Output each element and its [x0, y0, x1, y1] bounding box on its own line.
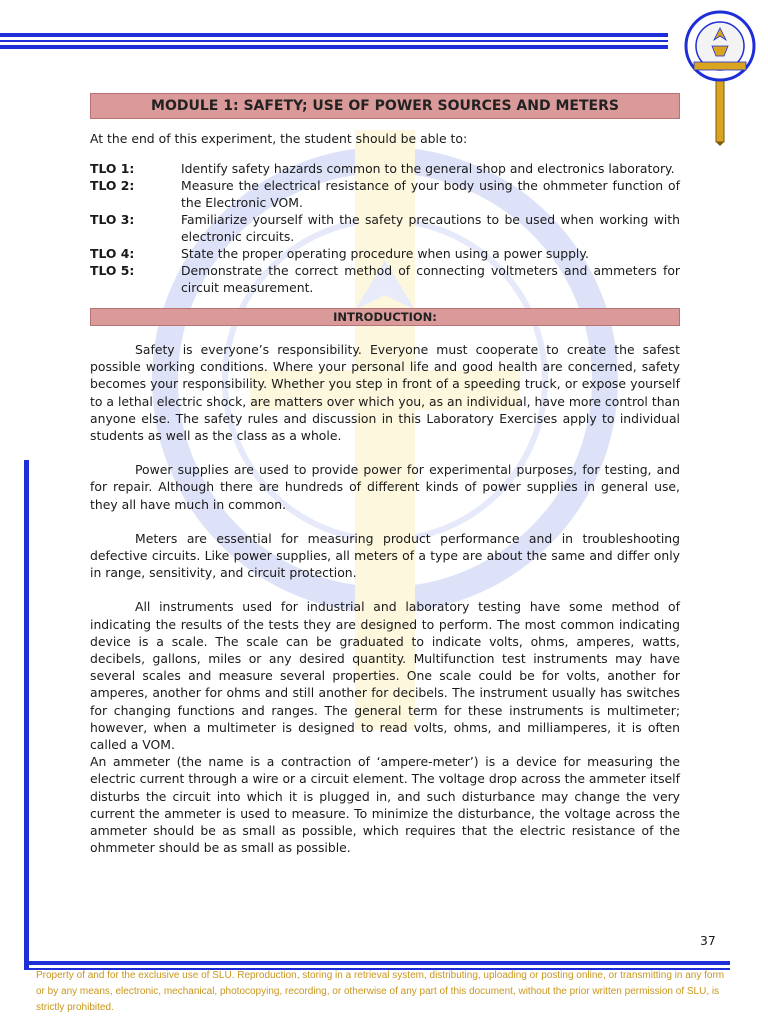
- tlo-text: Familiarize yourself with the safety precautions to be used when working with electronic circuits.: [181, 212, 680, 244]
- left-rule: [24, 460, 29, 968]
- tlo-code: TLO 1:: [90, 161, 135, 176]
- paragraph: Power supplies are used to provide power for experimental purposes, for testing, and for repair. Although there are hundreds of different kinds of power supplies in general use, they all have much in common.: [90, 462, 680, 512]
- tlo-code: TLO 2:: [90, 178, 135, 193]
- tlo-item: [90, 245, 680, 262]
- copyright-footer: Property of and for the exclusive use of SLU. Reproduction, storing in a retrieval system, distributing, uploading or posting online, or transmitting in any form or by any means, electronic, mechanical, photocopying, recording, or otherwise of any part of this document, without the prior written permission of SLU, is strictly prohibited.: [36, 970, 725, 1013]
- tlo-text: Demonstrate the correct method of connecting voltmeters and ammeters for circuit measurement.: [181, 263, 680, 295]
- tlo-item: [90, 211, 680, 245]
- tlo-item: [90, 177, 680, 211]
- header-rule: [0, 33, 668, 37]
- tlo-text: Measure the electrical resistance of your body using the ohmmeter function of the Electronic VOM.: [181, 178, 680, 210]
- tlo-code: TLO 5:: [90, 263, 135, 278]
- paragraph: An ammeter (the name is a contraction of ‘ampere-meter’) is a device for measuring the electric current through a wire or a circuit element. The voltage drop across the ammeter itself disturbs the circuit into which it is plugged in, and such disturbance may change the very current the ammeter is used to measure. To minimize the disturbance, the voltage across the ammeter should be as small as possible, which requires that the electric resistance of the ohmmeter should be as small as possible.: [90, 754, 680, 856]
- tlo-item: [90, 262, 680, 296]
- page-number: 37: [700, 933, 716, 948]
- module-title: MODULE 1: SAFETY; USE OF POWER SOURCES AND METERS: [90, 93, 680, 119]
- tlo-item: [90, 160, 680, 177]
- paragraph: All instruments used for industrial and laboratory testing have some method of indicating the results of the tests they are designed to perform. The most common indicating device is a scale. The scale can be graduated to indicate volts, ohms, amperes, watts, decibels, gallons, miles or any desired quantity. Multifunction test instruments may have several scales and measure several properties. One scale could be for volts, another for amperes, another for ohms and still another for decibels. The instrument usually has switches for changing functions and ranges. The general term for these instruments is multimeter; however, when a multimeter is designed to read volts, ohms, and milliamperes, it is often called a VOM.: [90, 599, 680, 753]
- footer-rule: [24, 961, 730, 965]
- objectives-intro: At the end of this experiment, the student should be able to:: [90, 131, 468, 146]
- tlo-list: [90, 160, 680, 296]
- university-seal-logo: [674, 6, 766, 146]
- tlo-text: State the proper operating procedure when using a power supply.: [181, 246, 589, 261]
- tlo-code: TLO 4:: [90, 246, 135, 261]
- header-rule: [0, 45, 668, 49]
- paragraph: Safety is everyone’s responsibility. Everyone must cooperate to create the safest possible working conditions. Where your personal life and good health are concerned, safety becomes your responsibility. Whether you step in front of a speeding truck, or expose yourself to a lethal electric shock, are matters over which you, as an individual, have more control than anyone else. The safety rules and discussion in this Laboratory Exercises apply to individual students as well as the class as a whole.: [90, 342, 680, 444]
- paragraph: Meters are essential for measuring product performance and in troubleshooting defective circuits. Like power supplies, all meters of a type are about the same and differ only in range, sensitivity, and circuit protection.: [90, 530, 680, 581]
- tlo-code: TLO 3:: [90, 212, 135, 227]
- tlo-text: Identify safety hazards common to the general shop and electronics laboratory.: [181, 161, 675, 176]
- introduction-heading: INTRODUCTION:: [90, 308, 680, 326]
- header-rule: [0, 40, 668, 42]
